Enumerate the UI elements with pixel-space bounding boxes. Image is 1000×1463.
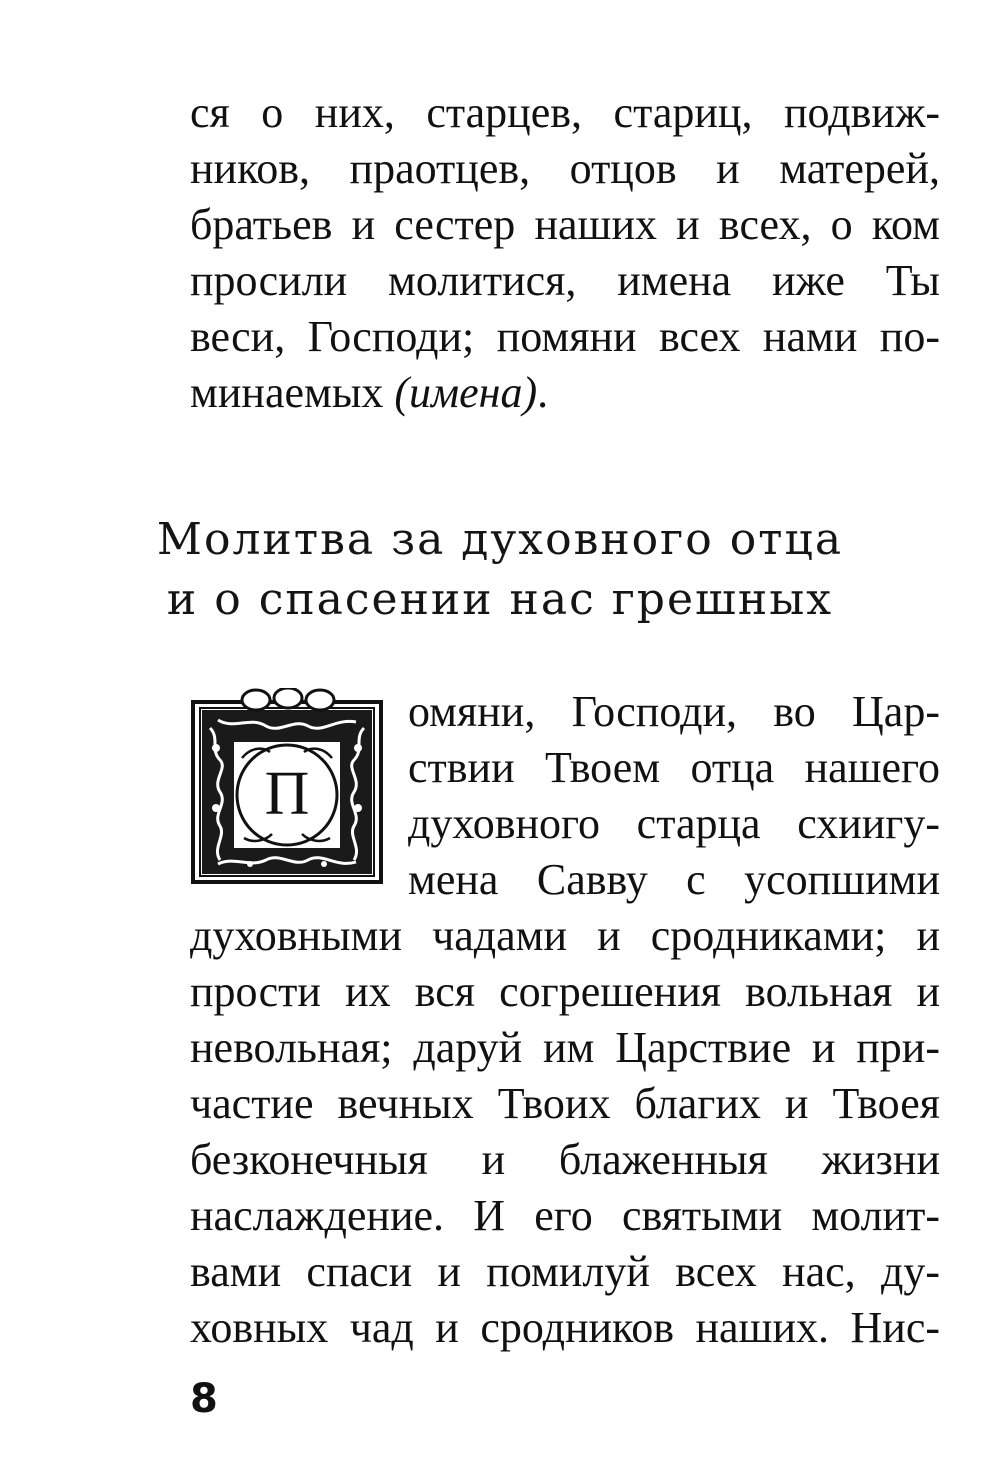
text-line-last: [190, 365, 940, 421]
text-line: частие вечных Твоих благих и Твоея: [190, 1079, 940, 1128]
text-line: ников, праотцев, отцов и матерей,: [190, 144, 940, 193]
text-line: безконечныя и блаженныя жизни: [190, 1135, 940, 1184]
text-line: духовного старца схиигу-: [408, 799, 940, 848]
text-line: просили молитися, имена иже Ты: [190, 256, 940, 305]
text-fragment: минаемых: [190, 368, 395, 417]
text-line: духовными чадами и сродниками; и: [190, 911, 940, 960]
knot-loops: [242, 688, 334, 710]
text-line: омяни, Господи, во Цар-: [408, 687, 940, 736]
text-fragment: .: [537, 368, 549, 417]
text-line: прости их вся согрешения вольная и: [190, 967, 940, 1016]
page-number: 8: [190, 1376, 218, 1422]
text-line: мена Савву с усопшими: [408, 855, 940, 904]
text-line: ствии Твоем отца нашего: [408, 743, 940, 792]
heading-line-2: и о спасении нас грешных: [166, 574, 834, 625]
text-line: ховных чад и сродников наших. Нис-: [190, 1303, 940, 1352]
heading-line-1: Молитва за духовного отца: [156, 514, 844, 565]
ornamental-dropcap: [190, 688, 386, 886]
text-line: невольная; даруй им Царствие и при-: [190, 1023, 940, 1072]
text-line: ся о них, старцев, стариц, подвиж-: [190, 88, 940, 137]
text-line: вами спаси и помилуй всех нас, ду-: [190, 1247, 940, 1296]
text-line: веси, Господи; помяни всех нами по-: [190, 312, 940, 361]
dropcap-letter: П: [264, 760, 310, 828]
names-placeholder: (имена): [394, 368, 538, 417]
text-line: братьев и сестер наших и всех, о ком: [190, 200, 940, 249]
text-line: наслаждение. И его святыми молит-: [190, 1191, 940, 1240]
